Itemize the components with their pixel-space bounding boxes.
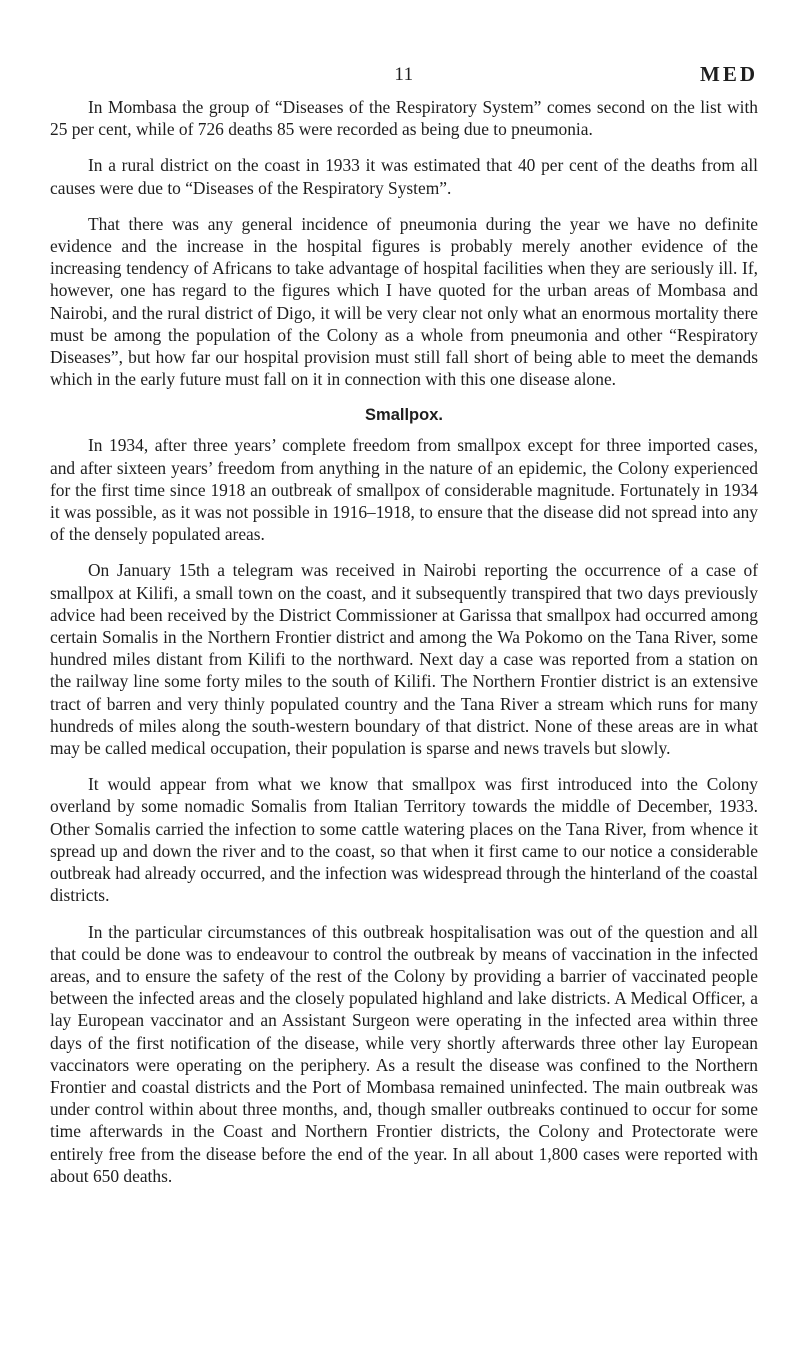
page-header: [50, 64, 758, 90]
paragraph-rural-district: In a rural district on the coast in 1933 it was estimated that 40 per cent of the deaths from all causes were due to “Diseases of the Respiratory System”.: [50, 155, 758, 198]
section-heading-smallpox: Smallpox.: [365, 406, 443, 425]
paragraph-mombasa-respiratory: In Mombasa the group of “Diseases of the Respiratory System” comes second on the list with 25 per cent, while of 726 deaths 85 were recorded as being due to pneumonia.: [50, 97, 758, 140]
paragraph-introduction-overland: It would appear from what we know that smallpox was first introduced into the Colony overland by some nomadic Somalis from Italian Territory towards the middle of December, 1933. Other Somalis carried the infection to some cattle watering places on the Tana River, from whence it spread up and down the river and to the coast, so that when it first came to our notice a considerable outbreak had already occurred, and the infection was widespread through the hinterland of the coastal districts.: [50, 774, 758, 906]
paragraph-vaccination-control: In the particular circumstances of this outbreak hospitalisation was out of the question and all that could be done was to endeavour to control the outbreak by means of vaccination in the infected areas, and to ensure the safety of the rest of the Colony by providing a barrier of vaccinated people between the infected areas and the closely populated highland and lake districts. A Medical Officer, a lay European vaccinator and an Assistant Surgeon were operating in the infected area within three days of the first notification of the disease, while very shortly afterwards three other lay European vaccinators were operating on the periphery. As a result the disease was confined to the Northern Frontier and coastal districts and the Port of Mombasa remained uninfected. The main outbreak was under control within about three months, and, though smaller outbreaks continued to occur for some time afterwards in the Coast and Northern Frontier districts, the Colony and Protectorate were entirely free from the disease before the end of the year. In all about 1,800 cases were reported with about 650 deaths.: [50, 921, 758, 1186]
page-number: 11: [394, 64, 414, 85]
body-text: [50, 96, 758, 1201]
paragraph-january-telegram: On January 15th a telegram was received in Nairobi reporting the occurrence of a case of smallpox at Kilifi, a small town on the coast, and it subsequently transpired that two days previously advice had been received by the District Commissioner at Garissa that smallpox had occurred among certain Somalis in the Northern Frontier district and among the Wa Pokomo on the Tana River, some hundred miles distant from Kilifi to the northward. Next day a case was reported from a station on the railway line some forty miles to the south of Kilifi. The Northern Frontier district is an extensive tract of barren and very thinly populated country and the Tana River a stream which runs for many hundreds of miles along the south-western boundary of that district. None of these areas are in what may be called medical occupation, their population is sparse and news travels but slowly.: [50, 560, 758, 759]
running-head: MED: [700, 62, 758, 86]
paragraph-pneumonia-incidence: That there was any general incidence of pneumonia during the year we have no definite evidence and the increase in the hospital figures is probably merely another evidence of the increasing tendency of Africans to take advantage of hospital facilities when they are seriously ill. If, however, one has regard to the figures which I have quoted for the urban areas of Mombasa and Nairobi, and the rural district of Digo, it will be very clear not only what an enormous mortality there must be among the population of the Colony as a whole from pneumonia and other “Respiratory Diseases”, but how far our hospital provision must still fall short of being able to meet the demands which in the early future must fall on it in connection with this one disease alone.: [50, 213, 758, 390]
paragraph-smallpox-1934: In 1934, after three years’ complete freedom from smallpox except for three imported cases, and after sixteen years’ freedom from anything in the nature of an epidemic, the Colony experienced for the first time since 1918 an outbreak of smallpox of considerable magnitude. Fortunately in 1934 it was possible, as it was not possible in 1916–1918, to ensure that the disease did not spread into any of the densely populated areas.: [50, 435, 758, 545]
